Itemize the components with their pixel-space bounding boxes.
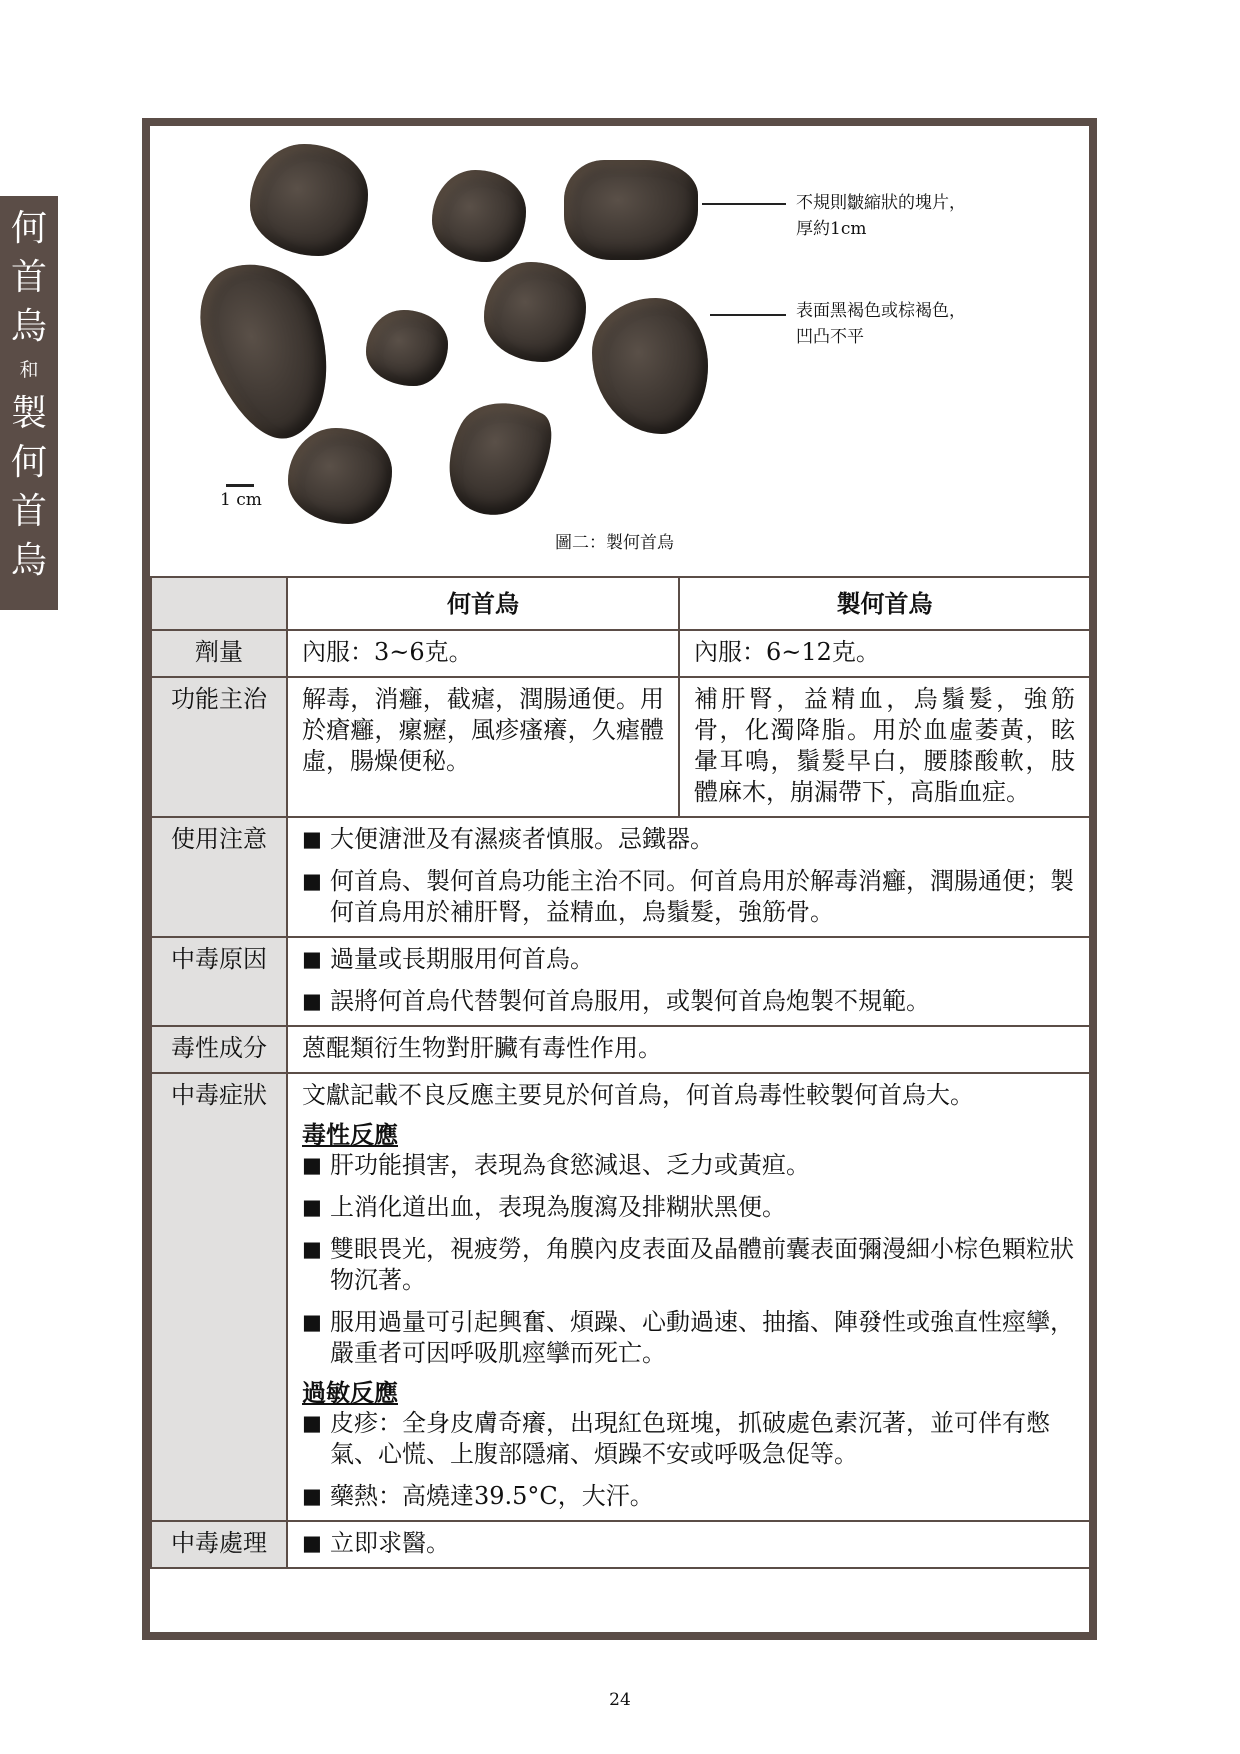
specimen-slice — [185, 246, 351, 453]
column-header-processed: 製何首烏 — [679, 577, 1090, 630]
list-item: ■ 大便溏泄及有濕痰者慎服。忌鐵器。 — [302, 824, 1075, 855]
list-item: ■ 何首烏、製何首烏功能主治不同。何首烏用於解毒消癰，潤腸通便；製何首烏用於補肝腎，益精血，烏鬚髮，強筋骨。 — [302, 866, 1075, 928]
specimen-slice — [428, 382, 568, 531]
callout-leader — [702, 203, 786, 205]
symptoms-cell — [287, 1073, 1090, 1521]
function-processed: 補肝腎，益精血，烏鬚髮，強筋骨，化濁降脂。用於血虛萎黃，眩暈耳鳴，鬚髮早白，腰膝酸軟，肢體麻木，崩漏帶下，高脂血症。 — [679, 677, 1090, 817]
treatment-cell — [287, 1521, 1090, 1568]
specimen-slice — [366, 310, 448, 386]
scale-label: 1 cm — [220, 490, 262, 510]
specimen-slice — [432, 170, 526, 262]
row-label: 功能主治 — [151, 677, 287, 817]
side-tab-conjunction: 和 — [19, 359, 39, 381]
column-header-heshouwu: 何首烏 — [287, 577, 679, 630]
symptoms-intro: 文獻記載不良反應主要見於何首烏，何首烏毒性較製何首烏大。 — [302, 1081, 974, 1109]
specimen-slice — [592, 298, 708, 434]
list-item: ■ 雙眼畏光，視疲勞，角膜內皮表面及晶體前囊表面彌漫細小棕色顆粒狀物沉著。 — [302, 1234, 1075, 1296]
toxic-cell: 蒽醌類衍生物對肝臟有毒性作用。 — [287, 1026, 1090, 1073]
side-tab-char: 首 — [10, 257, 47, 298]
toxic-row — [151, 1026, 1090, 1073]
side-tab-char: 烏 — [10, 540, 47, 581]
specimen-slice — [250, 144, 368, 256]
subheading-allergic-reaction: 過敏反應 — [302, 1378, 398, 1407]
page-number: 24 — [609, 1690, 631, 1710]
list-item: ■ 誤將何首烏代替製何首烏服用，或製何首烏炮製不規範。 — [302, 986, 1075, 1017]
list-item: ■ 過量或長期服用何首烏。 — [302, 944, 1075, 975]
side-tab-char: 首 — [10, 491, 47, 532]
list-item: ■ 藥熱：高燒達39.5°C，大汗。 — [302, 1481, 1075, 1512]
header-row — [151, 577, 1090, 630]
row-label: 毒性成分 — [151, 1026, 287, 1073]
precautions-cell — [287, 817, 1090, 937]
callout-leader — [710, 314, 786, 316]
list-item: ■ 上消化道出血，表現為腹瀉及排糊狀黑便。 — [302, 1192, 1075, 1223]
figure-caption: 圖二：製何首烏 — [555, 533, 674, 553]
specimen-figure — [150, 126, 1089, 576]
header-blank — [151, 577, 287, 630]
list-item: ■ 肝功能損害，表現為食慾減退、乏力或黃疸。 — [302, 1150, 1075, 1181]
row-label: 中毒處理 — [151, 1521, 287, 1568]
causes-cell — [287, 937, 1090, 1026]
callout-shape-text: 不規則皺縮狀的塊片， 厚約1cm — [796, 193, 966, 239]
toxic-reaction-list — [302, 1150, 1075, 1369]
specimen-slice — [484, 262, 586, 362]
list-item: ■ 皮疹：全身皮膚奇癢，出現紅色斑塊，抓破處色素沉著，並可伴有憋氣、心慌、上腹部隱痛、煩躁不安或呼吸急促等。 — [302, 1408, 1075, 1470]
function-row — [151, 677, 1090, 817]
row-label: 使用注意 — [151, 817, 287, 937]
content-frame — [142, 118, 1097, 1640]
row-label: 中毒原因 — [151, 937, 287, 1026]
callout-surface-text: 表面黑褐色或棕褐色， 凹凸不平 — [796, 301, 966, 347]
dosage-raw: 內服：3~6克。 — [287, 630, 679, 677]
info-table — [150, 576, 1091, 1569]
symptoms-row — [151, 1073, 1090, 1521]
scale-bar — [226, 484, 254, 487]
side-tab-char: 烏 — [10, 306, 47, 347]
row-label: 劑量 — [151, 630, 287, 677]
side-tab-char: 製 — [10, 393, 47, 434]
causes-row — [151, 937, 1090, 1026]
dosage-row — [151, 630, 1090, 677]
precautions-row — [151, 817, 1090, 937]
side-tab-char: 何 — [10, 208, 47, 249]
list-item: ■ 立即求醫。 — [302, 1528, 1075, 1559]
function-raw: 解毒，消癰，截瘧，潤腸通便。用於瘡癰，瘰癧，風疹瘙癢，久瘧體虛，腸燥便秘。 — [287, 677, 679, 817]
specimen-slice — [288, 428, 392, 524]
row-label: 中毒症狀 — [151, 1073, 287, 1521]
list-item: ■ 服用過量可引起興奮、煩躁、心動過速、抽搐、陣發性或強直性痙攣，嚴重者可因呼吸肌痙攣而死亡。 — [302, 1307, 1075, 1369]
side-tab-title — [0, 196, 58, 610]
allergic-reaction-list — [302, 1408, 1075, 1512]
subheading-toxic-reaction: 毒性反應 — [302, 1120, 398, 1149]
dosage-processed: 內服：6~12克。 — [679, 630, 1090, 677]
specimen-slice — [564, 160, 698, 260]
side-tab-char: 何 — [10, 442, 47, 483]
treatment-row — [151, 1521, 1090, 1568]
